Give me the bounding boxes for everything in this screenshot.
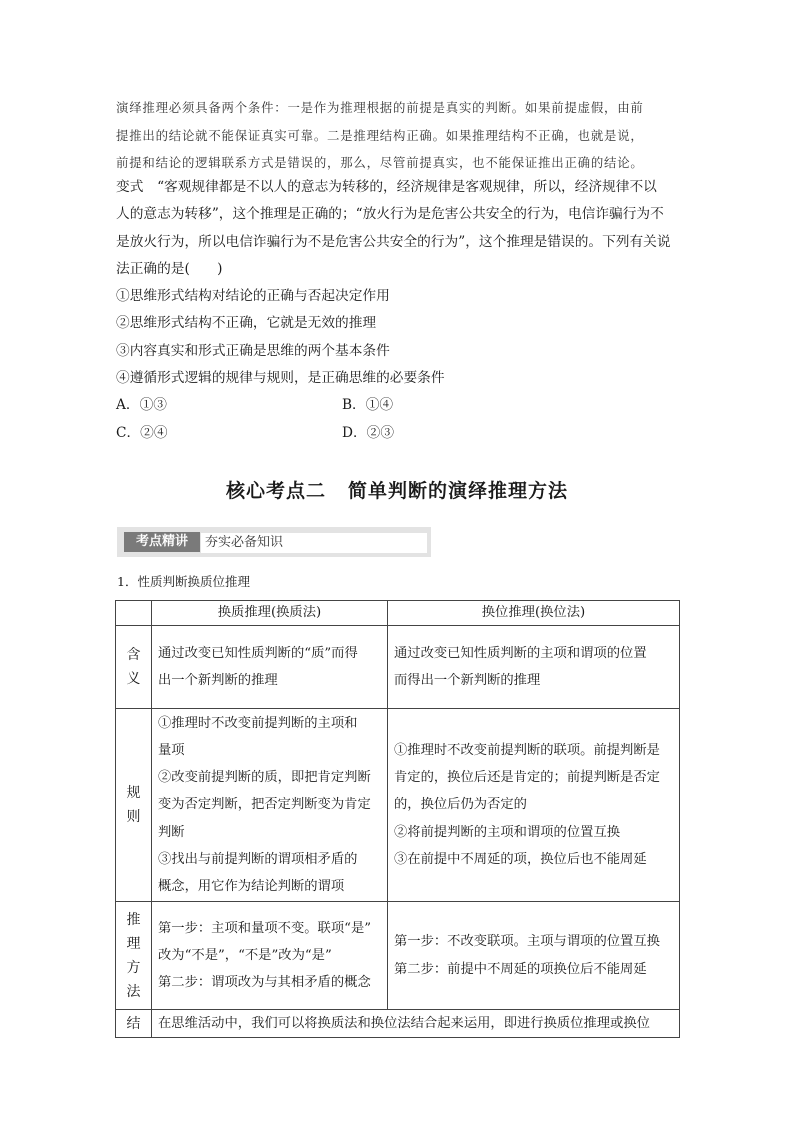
table-header-cell: 换位推理(换位法) [388,601,680,626]
table-row [116,1010,680,1038]
subsection-title: 1．性质判断换质位推理 [117,574,250,589]
table-header-cell [116,601,152,626]
table-row [116,902,680,1010]
banner-subtitle-box [201,532,427,553]
intro-line: 演绎推理必须具备两个条件：一是作为推理根据的前提是真实的判断。如果前提虚假，由前 [116,100,644,115]
option-a: A．①③ [116,397,167,414]
row-label: 结 [116,1010,152,1038]
section-heading [0,476,794,503]
topic-banner [117,527,431,557]
table-row [116,709,680,902]
table-cell: 通过改变已知性质判断的“质”而得 出一个新判断的推理 [152,626,388,709]
statement-1: ①思维形式结构对结论的正确与否起决定作用 [116,288,390,305]
intro-line: 前提和结论的逻辑联系方式是错误的，那么，尽管前提真实，也不能保证推出正确的结论。 [116,155,644,170]
question-line: 变式 “客观规律都是不以人的意志为转移的，经济规律是客观规律，所以，经济规律不以 [116,179,657,195]
table-cell: 第一步：主项和量项不变。联项“是” 改为“不是”，“不是”改为“是” 第二步：谓项改为与其相矛盾的概念 [152,902,388,1010]
table-row [116,626,680,709]
row-label: 含 义 [116,626,152,709]
question-line: 是放火行为，所以电信诈骗行为不是危害公共安全的行为”，这个推理是错误的。下列有关说 [116,233,671,250]
banner-tag: 考点精讲 [124,532,200,552]
option-c: C．②④ [116,424,168,441]
option-b: B．①④ [342,397,394,414]
question-line: 人的意志为转移”，这个推理是正确的；“放火行为是危害公共安全的行为，电信诈骗行为不 [116,206,664,223]
question-line: 法正确的是( ) [116,260,223,277]
table-cell: ①推理时不改变前提判断的主项和 量项 ②改变前提判断的质，即把肯定判断 变为否定判断，把否定判断变为肯定 判断 ③找出与前提判断的谓项相矛盾的 概念，用它作为结论判断的谓项 [152,709,388,902]
table-header-row [116,601,680,626]
table-cell-merged: 在思维活动中，我们可以将换质法和换位法结合起来运用，即进行换质位推理或换位 [152,1010,680,1038]
variant-question [116,174,678,447]
heading-title: 简单判断的演绎推理方法 [348,480,569,502]
table-cell: 第一步：不改变联项。主项与谓项的位置互换 第二步：前提中不周延的项换位后不能周延 [388,902,680,1010]
intro-line: 提推出的结论就不能保证真实可靠。二是推理结构正确。如果推理结构不正确，也就是说， [116,127,644,143]
statement-4: ④遵循形式逻辑的规律与规则，是正确思维的必要条件 [116,370,445,387]
row-label: 推 理 方 法 [116,902,152,1010]
heading-number: 核心考点二 [225,480,326,502]
row-label: 规 则 [116,709,152,902]
statement-3: ③内容真实和形式正确是思维的两个基本条件 [116,342,390,359]
comparison-table [115,600,680,1038]
table-cell: 通过改变已知性质判断的主项和谓项的位置 而得出一个新判断的推理 [388,626,680,709]
options-row [116,420,678,447]
statement-2: ②思维形式结构不正确，它就是无效的推理 [116,315,377,332]
table-cell: ①推理时不改变前提判断的联项。前提判断是 肯定的，换位后还是肯定的；前提判断是否定 的，换位后仍为否定的 ②将前提判断的主项和谓项的位置互换 ③在前提中不周延的项，换位后也不能周延 [388,709,680,902]
table-header-cell: 换质推理(换质法) [152,601,388,626]
options-row [116,392,678,419]
option-d: D．②③ [342,424,395,441]
banner-subtitle: 夯实必备知识 [205,535,284,550]
intro-paragraph [116,94,678,177]
